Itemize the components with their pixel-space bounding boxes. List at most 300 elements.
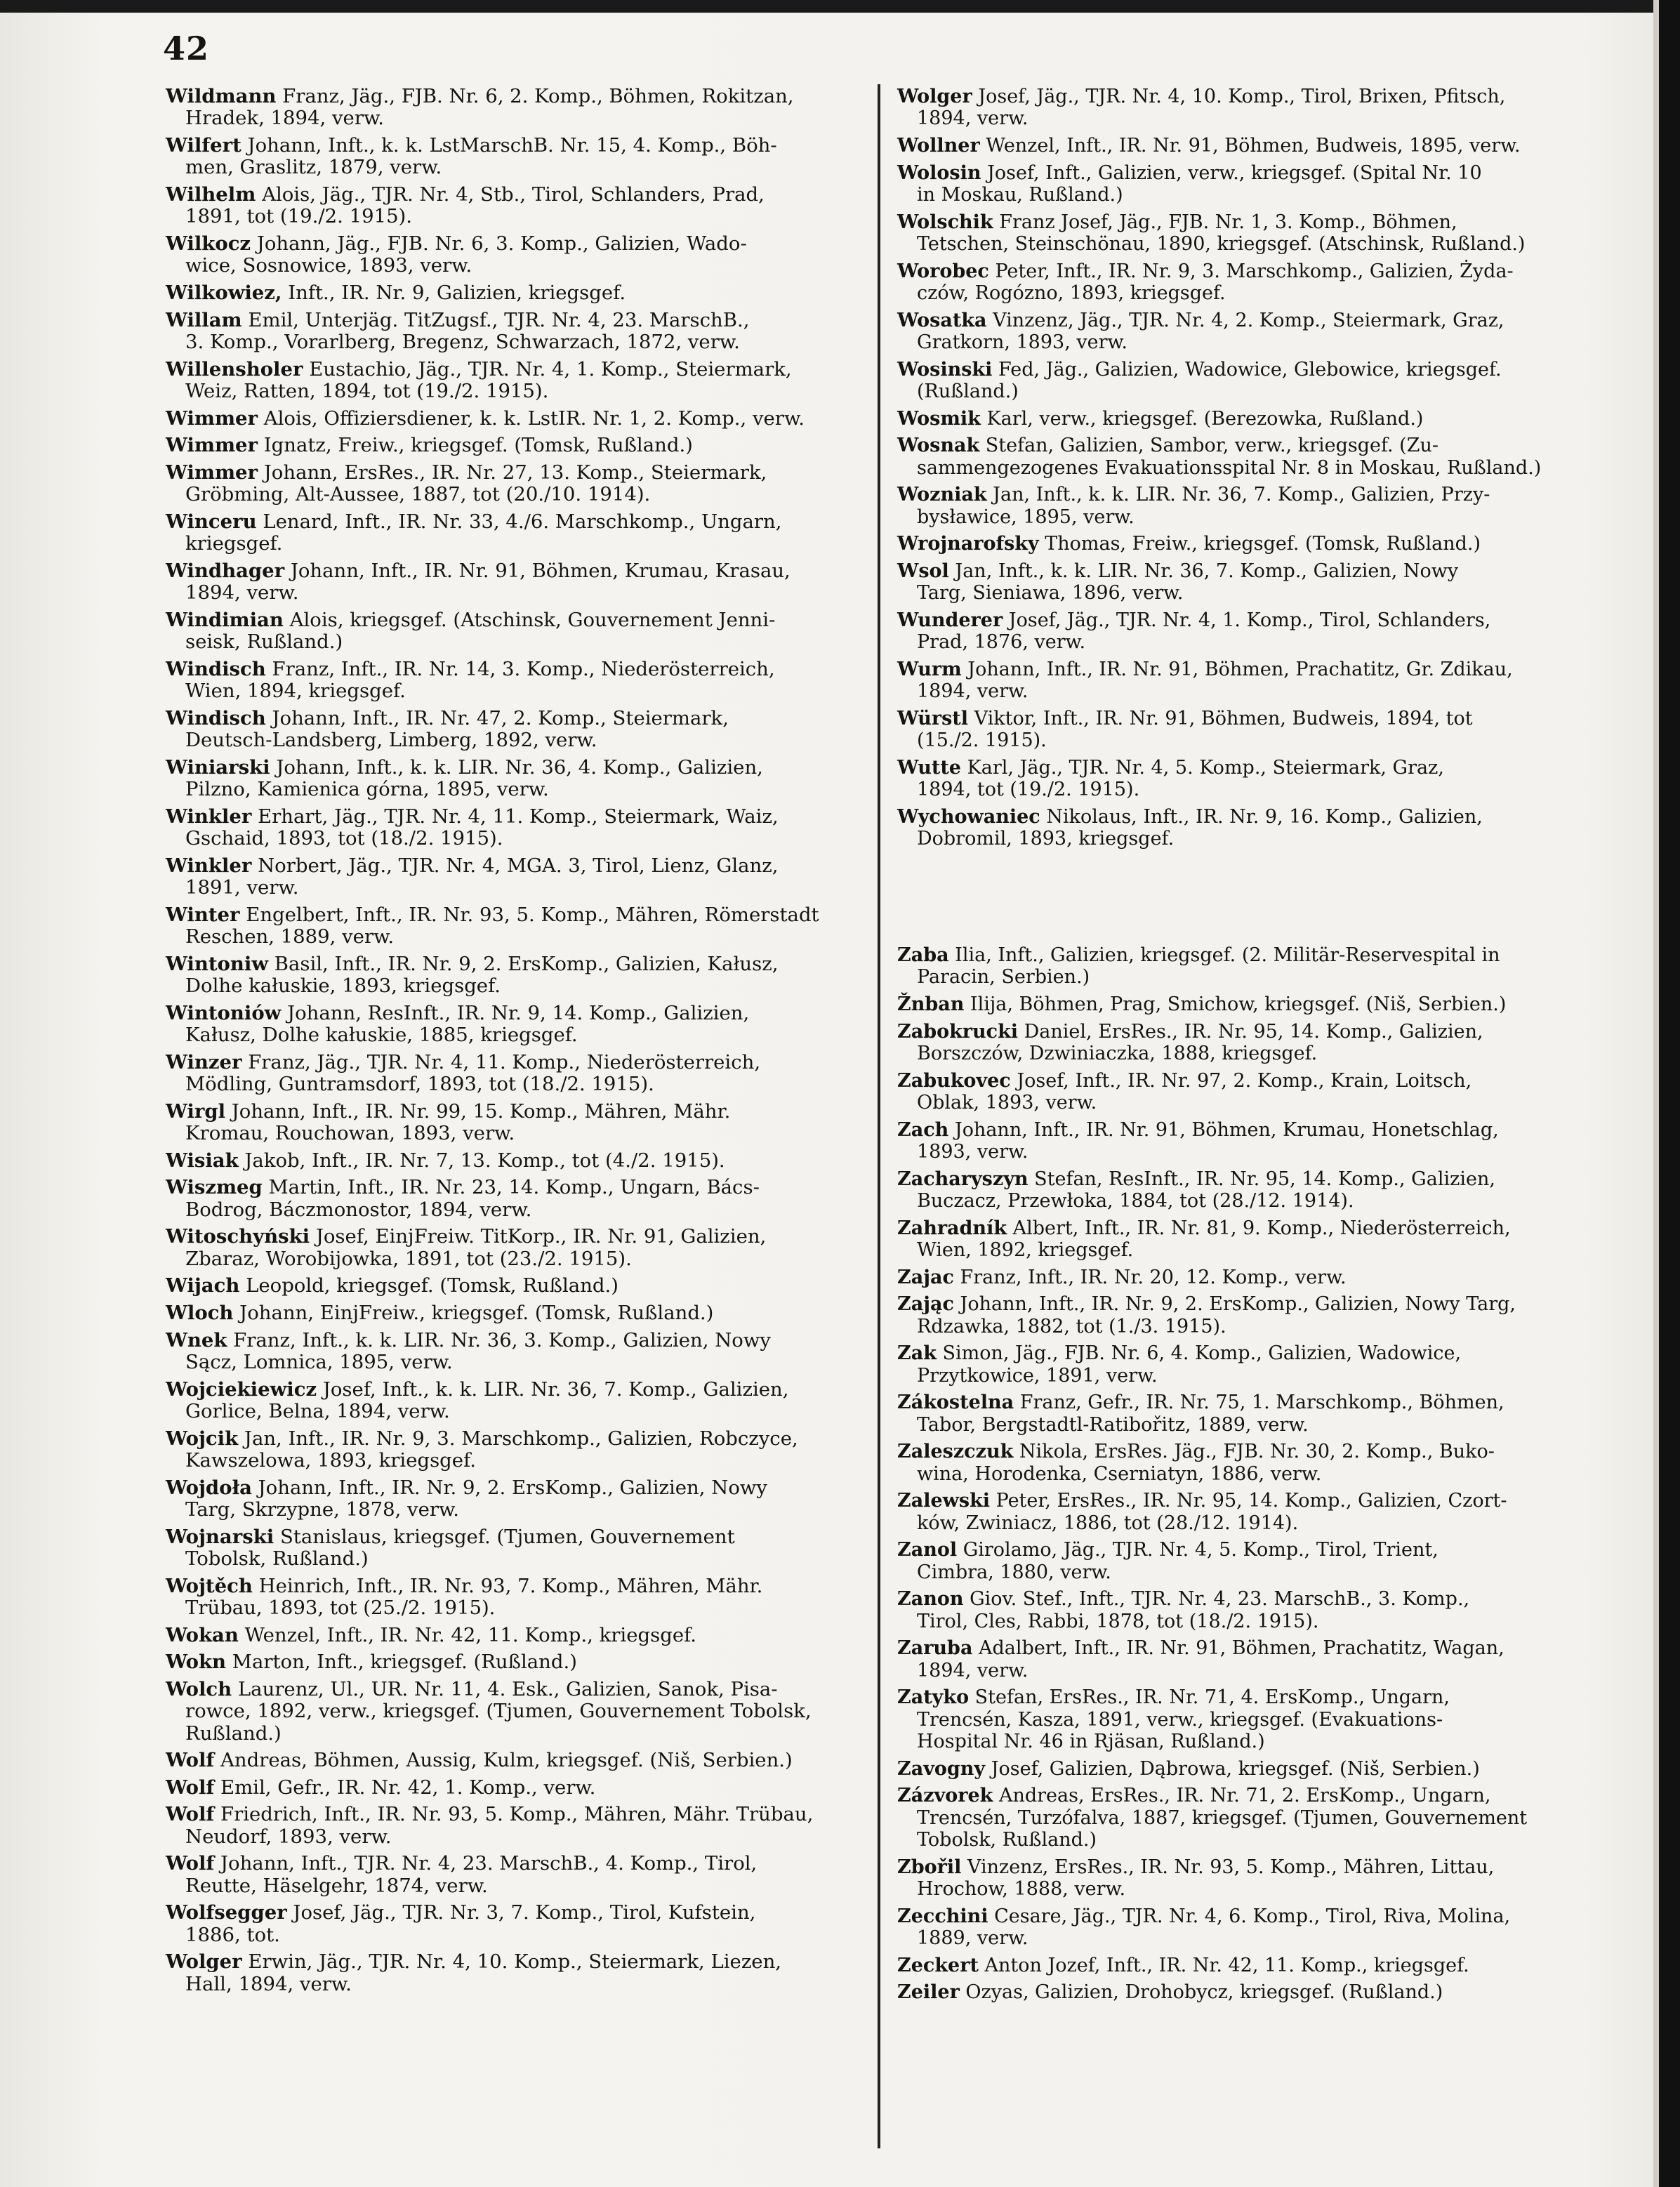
entry-first-line bbox=[166, 359, 861, 381]
entry-first-line bbox=[166, 1226, 861, 1248]
register-entry bbox=[166, 1777, 861, 1799]
register-entry bbox=[166, 184, 861, 228]
entry-first-line bbox=[897, 944, 1568, 966]
entry-first-line bbox=[166, 1101, 861, 1123]
entry-continuation-line bbox=[166, 1826, 861, 1848]
entry-text: Stefan, ErsRes., IR. Nr. 71, 4. ErsKomp., Ungarn, bbox=[969, 1686, 1450, 1709]
entry-surname: Wilfert bbox=[166, 134, 242, 157]
entry-continuation-line bbox=[166, 1499, 861, 1521]
entry-continuation-line bbox=[166, 631, 861, 653]
entry-first-line bbox=[897, 1168, 1568, 1190]
entry-surname: Zabokrucki bbox=[897, 1020, 1019, 1043]
register-entry bbox=[166, 1853, 861, 1897]
entry-text: Josef, Galizien, Dąbrowa, kriegsgef. (Niš, Serbien.) bbox=[985, 1757, 1480, 1780]
entry-first-line bbox=[166, 1379, 861, 1401]
entry-text: Fed, Jäg., Galizien, Wadowice, Glebowice, kriegsgef. bbox=[992, 358, 1502, 381]
entry-text: Franz, Jäg., FJB. Nr. 6, 2. Komp., Böhmen, Rokitzan, bbox=[276, 85, 794, 107]
entry-text: Inft., IR. Nr. 9, Galizien, kriegsgef. bbox=[282, 282, 626, 304]
entry-text: 1894, verw. bbox=[917, 107, 1028, 130]
entry-first-line bbox=[166, 1750, 861, 1771]
entry-surname: Wojciekiewicz bbox=[166, 1377, 317, 1401]
register-entry bbox=[897, 1342, 1568, 1387]
entry-surname: Zaruba bbox=[897, 1637, 973, 1660]
entry-text: Tabor, Bergstadtl-Ratibořitz, 1889, verw. bbox=[917, 1413, 1309, 1436]
entry-first-line bbox=[897, 757, 1568, 779]
register-entry bbox=[897, 484, 1568, 528]
entry-first-line bbox=[166, 1526, 861, 1548]
entry-first-line bbox=[166, 1575, 861, 1597]
register-entry bbox=[897, 708, 1568, 752]
register-entry bbox=[166, 1003, 861, 1047]
entry-first-line bbox=[897, 1217, 1568, 1239]
entry-text: Stefan, ResInft., IR. Nr. 95, 14. Komp., Galizien, bbox=[1028, 1168, 1495, 1190]
entry-text: Wien, 1894, kriegsgef. bbox=[185, 680, 406, 703]
register-entry bbox=[166, 511, 861, 555]
entry-text: Alois, Jäg., TJR. Nr. 4, Stb., Tirol, Schlanders, Prad, bbox=[256, 183, 765, 206]
entry-continuation-line bbox=[166, 975, 861, 997]
entry-surname: Winkler bbox=[166, 854, 252, 877]
entry-surname: Wilhelm bbox=[166, 183, 256, 206]
entry-text: Targ, Skrzypne, 1878, verw. bbox=[185, 1498, 460, 1521]
left-column bbox=[166, 86, 861, 2000]
entry-text: Josef, Inft., Galizien, verw., kriegsgef. (Spital Nr. 10 bbox=[981, 161, 1482, 184]
entry-first-line bbox=[166, 609, 861, 631]
entry-text: in Moskau, Rußland.) bbox=[917, 184, 1123, 206]
entry-text: Erhart, Jäg., TJR. Nr. 4, 11. Komp., Steiermark, Waiz, bbox=[251, 805, 779, 828]
entry-text: kriegsgef. bbox=[185, 532, 283, 555]
entry-continuation-line bbox=[166, 729, 861, 751]
entry-continuation-line bbox=[166, 157, 861, 178]
entry-text: Rdzawka, 1882, tot (1./3. 1915). bbox=[917, 1315, 1226, 1337]
entry-first-line bbox=[166, 511, 861, 533]
entry-continuation-line bbox=[897, 381, 1568, 402]
entry-first-line bbox=[166, 1275, 861, 1297]
entry-text: Hospital Nr. 46 in Rjäsan, Rußland.) bbox=[917, 1731, 1265, 1752]
entry-first-line bbox=[166, 1651, 861, 1673]
entry-continuation-line bbox=[166, 206, 861, 227]
entry-first-line bbox=[166, 1052, 861, 1073]
register-entry bbox=[166, 86, 861, 130]
entry-continuation-line bbox=[166, 877, 861, 899]
entry-text: Josef, Inft., IR. Nr. 97, 2. Komp., Krain, Loitsch, bbox=[1010, 1069, 1472, 1092]
entry-text: wina, Horodenka, Cserniatyn, 1886, verw. bbox=[917, 1462, 1322, 1485]
entry-text: Franz, Jäg., TJR. Nr. 4, 11. Komp., Niederösterreich, bbox=[242, 1050, 761, 1073]
entry-text: Tobolsk, Rußland.) bbox=[185, 1547, 369, 1570]
entry-surname: Wosnak bbox=[897, 435, 980, 457]
entry-first-line bbox=[166, 560, 861, 582]
entry-surname: Zając bbox=[897, 1293, 954, 1316]
entry-text: Targ, Sieniawa, 1896, verw. bbox=[917, 582, 1184, 604]
entry-surname: Wnek bbox=[166, 1328, 227, 1352]
entry-text: Gschaid, 1893, tot (18./2. 1915). bbox=[185, 827, 503, 850]
entry-text: Nikolaus, Inft., IR. Nr. 9, 16. Komp., Galizien, bbox=[1040, 805, 1483, 828]
entry-text: (Rußland.) bbox=[917, 381, 1019, 402]
entry-surname: Willam bbox=[166, 308, 242, 331]
register-entry bbox=[897, 1293, 1568, 1337]
entry-surname: Wildmann bbox=[166, 85, 277, 107]
entry-continuation-line bbox=[166, 1875, 861, 1897]
entry-continuation-line bbox=[166, 107, 861, 129]
entry-surname: Wimmer bbox=[166, 434, 258, 457]
entry-text: Emil, Unterjäg. TitZugsf., TJR. Nr. 4, 23. MarschB., bbox=[242, 308, 750, 331]
entry-text: Emil, Gefr., IR. Nr. 42, 1. Komp., verw. bbox=[214, 1776, 596, 1799]
register-entry bbox=[166, 953, 861, 998]
register-entry bbox=[897, 135, 1568, 157]
entry-surname: Winzer bbox=[166, 1050, 242, 1073]
register-entry bbox=[897, 993, 1568, 1015]
entry-surname: Zanon bbox=[897, 1588, 964, 1611]
register-entry bbox=[897, 1217, 1568, 1262]
entry-surname: Zabukovec bbox=[897, 1069, 1011, 1092]
entry-surname: Zeckert bbox=[897, 1954, 979, 1976]
entry-text: Andreas, Böhmen, Aussig, Kulm, kriegsgef. (Niš, Serbien.) bbox=[214, 1749, 793, 1772]
register-entry bbox=[166, 1477, 861, 1521]
entry-first-line bbox=[166, 806, 861, 828]
entry-surname: Wunderer bbox=[897, 609, 1003, 631]
entry-first-line bbox=[897, 435, 1568, 456]
entry-first-line bbox=[897, 1441, 1568, 1462]
entry-continuation-line bbox=[897, 1829, 1568, 1851]
entry-surname: Wirgl bbox=[166, 1099, 226, 1123]
entry-first-line bbox=[897, 408, 1568, 430]
entry-text: Josef, EinjFreiw. TitKorp., IR. Nr. 91, Galizien, bbox=[310, 1225, 767, 1248]
register-entry bbox=[166, 1275, 861, 1297]
entry-text: Alois, Offiziersdiener, k. k. LstIR. Nr. 1, 2. Komp., verw. bbox=[258, 407, 805, 430]
entry-text: Johann, ErsRes., IR. Nr. 27, 13. Komp., Steiermark, bbox=[258, 461, 767, 484]
entry-continuation-line bbox=[166, 1401, 861, 1422]
register-entry bbox=[897, 1392, 1568, 1436]
entry-first-line bbox=[166, 435, 861, 456]
entry-text: Leopold, kriegsgef. (Tomsk, Rußland.) bbox=[239, 1274, 619, 1297]
entry-first-line bbox=[897, 659, 1568, 680]
entry-surname: Wurm bbox=[897, 658, 962, 680]
entry-surname: Wolf bbox=[166, 1749, 215, 1772]
entry-continuation-line bbox=[166, 1597, 861, 1619]
entry-continuation-line bbox=[897, 1927, 1568, 1949]
entry-surname: Wozniak bbox=[897, 484, 987, 506]
entry-first-line bbox=[897, 1856, 1568, 1878]
entry-text: 1886, tot. bbox=[185, 1923, 280, 1946]
entry-text: Josef, Jäg., TJR. Nr. 4, 1. Komp., Tirol, Schlanders, bbox=[1003, 609, 1491, 631]
entry-text: Peter, ErsRes., IR. Nr. 95, 14. Komp., Galizien, Czort- bbox=[990, 1490, 1507, 1512]
entry-continuation-line bbox=[166, 1352, 861, 1373]
entry-text: Sącz, Lomnica, 1895, verw. bbox=[185, 1350, 453, 1373]
entry-text: Karl, Jäg., TJR. Nr. 4, 5. Komp., Steiermark, Graz, bbox=[960, 756, 1444, 779]
entry-text: Franz, Inft., IR. Nr. 14, 3. Komp., Niederösterreich, bbox=[265, 657, 775, 680]
entry-text: Girolamo, Jäg., TJR. Nr. 4, 5. Komp., Tirol, Trient, bbox=[957, 1539, 1438, 1561]
register-entry bbox=[166, 1101, 861, 1145]
entry-text: Johann, Inft., IR. Nr. 9, 2. ErsKomp., Galizien, Nowy Targ, bbox=[953, 1293, 1516, 1316]
entry-first-line bbox=[166, 233, 861, 255]
entry-surname: Wollner bbox=[897, 135, 980, 157]
entry-text: Vinzenz, ErsRes., IR. Nr. 93, 5. Komp., Mähren, Littau, bbox=[961, 1856, 1495, 1878]
entry-text: Alois, kriegsgef. (Atschinsk, Gouvernement Jenni- bbox=[283, 608, 776, 631]
entry-surname: Wloch bbox=[166, 1301, 234, 1324]
register-entry bbox=[897, 1168, 1568, 1213]
entry-first-line bbox=[166, 310, 861, 331]
entry-surname: Winter bbox=[166, 903, 240, 926]
entry-first-line bbox=[897, 1021, 1568, 1043]
entry-text: Hall, 1894, verw. bbox=[185, 1972, 352, 1995]
entry-surname: Winceru bbox=[166, 510, 257, 533]
entry-continuation-line bbox=[897, 680, 1568, 702]
scan-right-edge bbox=[1659, 0, 1680, 2187]
entry-first-line bbox=[166, 708, 861, 729]
entry-surname: Zeiler bbox=[897, 1981, 960, 2004]
register-entry bbox=[166, 1330, 861, 1374]
entry-text: Martin, Inft., IR. Nr. 23, 14. Komp., Ungarn, Bács- bbox=[262, 1176, 760, 1199]
entry-continuation-line bbox=[897, 1092, 1568, 1114]
entry-first-line bbox=[897, 135, 1568, 157]
register-entry bbox=[166, 904, 861, 949]
register-entry bbox=[897, 1267, 1568, 1288]
entry-first-line bbox=[897, 533, 1568, 555]
entry-first-line bbox=[897, 1070, 1568, 1092]
entry-text: Laurenz, Ul., UR. Nr. 11, 4. Esk., Galizien, Sanok, Pisa- bbox=[232, 1677, 778, 1700]
entry-first-line bbox=[897, 86, 1568, 107]
entry-surname: Worobec bbox=[897, 260, 989, 282]
entry-text: 1891, tot (19./2. 1915). bbox=[185, 205, 413, 228]
register-entry bbox=[897, 1070, 1568, 1114]
entry-text: Johann, Jäg., FJB. Nr. 6, 3. Komp., Galizien, Wado- bbox=[251, 232, 747, 255]
entry-text: Johann, EinjFreiw., kriegsgef. (Tomsk, Rußland.) bbox=[233, 1301, 714, 1324]
entry-first-line bbox=[897, 1539, 1568, 1561]
scan-right-margin bbox=[1653, 0, 1659, 2187]
entry-continuation-line bbox=[166, 1974, 861, 1995]
entry-first-line bbox=[166, 1003, 861, 1024]
entry-continuation-line bbox=[897, 1731, 1568, 1752]
entry-continuation-line bbox=[166, 779, 861, 800]
register-entry bbox=[166, 609, 861, 654]
entry-text: Friedrich, Inft., IR. Nr. 93, 5. Komp., Mähren, Mähr. Trübau, bbox=[214, 1803, 814, 1826]
entry-text: Tetschen, Steinschönau, 1890, kriegsgef. (Atschinsk, Rußland.) bbox=[917, 233, 1526, 255]
register-entry bbox=[897, 1785, 1568, 1851]
register-entry bbox=[897, 435, 1568, 479]
entry-text: Johann, Inft., IR. Nr. 91, Böhmen, Krumau, Honetschlag, bbox=[948, 1118, 1499, 1141]
entry-first-line bbox=[897, 1342, 1568, 1364]
entry-text: Prad, 1876, verw. bbox=[917, 631, 1086, 654]
register-entry bbox=[166, 1804, 861, 1848]
entry-continuation-line bbox=[897, 457, 1568, 479]
entry-text: Kromau, Rouchowan, 1893, verw. bbox=[185, 1122, 515, 1145]
entry-text: 1894, verw. bbox=[917, 1659, 1028, 1681]
register-entry bbox=[897, 1637, 1568, 1681]
entry-continuation-line bbox=[166, 1924, 861, 1946]
entry-surname: Witoschyński bbox=[166, 1225, 310, 1248]
right-column bbox=[897, 86, 1568, 855]
entry-text: Eustachio, Jäg., TJR. Nr. 4, 1. Komp., Steiermark, bbox=[303, 357, 792, 381]
register-entry bbox=[897, 211, 1568, 256]
register-entry bbox=[166, 310, 861, 354]
entry-text: Gorlice, Belna, 1894, verw. bbox=[185, 1399, 450, 1422]
entry-text: Jakob, Inft., IR. Nr. 7, 13. Komp., tot (4./2. 1915). bbox=[238, 1149, 725, 1172]
entry-text: Anton Jozef, Inft., IR. Nr. 42, 11. Komp., kriegsgef. bbox=[978, 1954, 1469, 1976]
entry-text: Giov. Stef., Inft., TJR. Nr. 4, 23. MarschB., 3. Komp., bbox=[963, 1588, 1470, 1611]
entry-text: Jan, Inft., IR. Nr. 9, 3. Marschkomp., Galizien, Robczyce, bbox=[238, 1427, 798, 1450]
entry-continuation-line bbox=[166, 1024, 861, 1046]
entry-continuation-line bbox=[897, 631, 1568, 653]
entry-text: Weiz, Ratten, 1894, tot (19./2. 1915). bbox=[185, 380, 549, 402]
entry-continuation-line bbox=[897, 282, 1568, 304]
entry-first-line bbox=[166, 462, 861, 484]
entry-text: Reutte, Häselgehr, 1874, verw. bbox=[185, 1874, 488, 1897]
entry-first-line bbox=[897, 1293, 1568, 1315]
entry-text: Simon, Jäg., FJB. Nr. 6, 4. Komp., Galizien, Wadowice, bbox=[936, 1342, 1462, 1365]
entry-continuation-line bbox=[166, 255, 861, 277]
entry-continuation-line bbox=[897, 1561, 1568, 1583]
entry-text: Marton, Inft., kriegsgef. (Rußland.) bbox=[226, 1651, 577, 1674]
entry-continuation-line bbox=[166, 1723, 861, 1745]
entry-continuation-line bbox=[897, 1365, 1568, 1387]
entry-first-line bbox=[897, 1955, 1568, 1976]
register-entry bbox=[897, 1441, 1568, 1485]
entry-surname: Wosatka bbox=[897, 309, 987, 331]
entry-surname: Zbořil bbox=[897, 1856, 962, 1878]
entry-text: Johann, Inft., k. k. LstMarschB. Nr. 15, 4. Komp., Böh- bbox=[241, 134, 777, 157]
register-entry bbox=[166, 1902, 861, 1946]
entry-surname: Zahradník bbox=[897, 1217, 1007, 1239]
entry-text: 1893, verw. bbox=[917, 1141, 1028, 1163]
entry-text: 1889, verw. bbox=[917, 1927, 1028, 1949]
entry-continuation-line bbox=[897, 1807, 1568, 1829]
entry-continuation-line bbox=[166, 533, 861, 555]
entry-surname: Wojdoła bbox=[166, 1476, 252, 1499]
register-entry bbox=[166, 1951, 861, 1995]
register-entry bbox=[166, 1379, 861, 1423]
entry-surname: Žnban bbox=[897, 993, 965, 1015]
entry-first-line bbox=[166, 1477, 861, 1499]
entry-first-line bbox=[166, 953, 861, 975]
entry-text: Johann, Inft., IR. Nr. 91, Böhmen, Prachatitz, Gr. Zdikau, bbox=[961, 658, 1513, 680]
entry-text: Franz Josef, Jäg., FJB. Nr. 1, 3. Komp., Böhmen, bbox=[993, 211, 1457, 233]
entry-text: Peter, Inft., IR. Nr. 9, 3. Marschkomp., Galizien, Żyda- bbox=[988, 260, 1514, 282]
right-column-z-entries bbox=[897, 944, 1568, 2009]
register-entry bbox=[166, 408, 861, 430]
entry-first-line bbox=[166, 184, 861, 206]
entry-surname: Winkler bbox=[166, 805, 252, 828]
entry-first-line bbox=[166, 1804, 861, 1825]
entry-continuation-line bbox=[897, 1190, 1568, 1212]
entry-first-line bbox=[166, 1853, 861, 1875]
entry-text: Reschen, 1889, verw. bbox=[185, 925, 395, 949]
entry-surname: Wsol bbox=[897, 560, 949, 582]
entry-continuation-line bbox=[166, 1548, 861, 1570]
entry-surname: Wosmik bbox=[897, 407, 981, 430]
entry-first-line bbox=[166, 1428, 861, 1450]
register-entry bbox=[897, 944, 1568, 989]
entry-text: Hradek, 1894, verw. bbox=[185, 107, 384, 130]
entry-text: Johann, Inft., IR. Nr. 99, 15. Komp., Mähren, Mähr. bbox=[225, 1099, 731, 1123]
entry-first-line bbox=[897, 310, 1568, 331]
entry-first-line bbox=[897, 1588, 1568, 1610]
entry-first-line bbox=[166, 1951, 861, 1973]
entry-continuation-line bbox=[166, 828, 861, 850]
entry-surname: Wijach bbox=[166, 1274, 240, 1297]
entry-continuation-line bbox=[897, 966, 1568, 988]
register-entry bbox=[897, 1905, 1568, 1950]
entry-text: Wien, 1892, kriegsgef. bbox=[917, 1239, 1134, 1261]
entry-text: 3. Komp., Vorarlberg, Bregenz, Schwarzach, 1872, verw. bbox=[185, 331, 740, 353]
entry-first-line bbox=[166, 1777, 861, 1799]
entry-text: seisk, Rußland.) bbox=[185, 630, 343, 654]
entry-text: Zbaraz, Worobijowka, 1891, tot (23./2. 1915). bbox=[185, 1247, 632, 1270]
register-entry bbox=[166, 1428, 861, 1472]
register-entry bbox=[897, 260, 1568, 305]
entry-text: Ilija, Böhmen, Prag, Smichow, kriegsgef. (Niš, Serbien.) bbox=[964, 993, 1507, 1015]
register-entry bbox=[897, 533, 1568, 555]
entry-text: Jan, Inft., k. k. LIR. Nr. 36, 7. Komp., Galizien, Nowy bbox=[948, 560, 1459, 582]
entry-text: Gröbming, Alt-Aussee, 1887, tot (20./10. 1914). bbox=[185, 483, 651, 506]
entry-first-line bbox=[166, 1150, 861, 1172]
register-entry bbox=[166, 462, 861, 506]
entry-text: Basil, Inft., IR. Nr. 9, 2. ErsKomp., Galizien, Kałusz, bbox=[268, 952, 779, 975]
entry-surname: Wokn bbox=[166, 1651, 227, 1674]
entry-surname: Wolch bbox=[166, 1677, 232, 1700]
entry-text: Norbert, Jäg., TJR. Nr. 4, MGA. 3, Tirol, Lienz, Glanz, bbox=[251, 854, 779, 877]
entry-continuation-line bbox=[897, 1141, 1568, 1163]
entry-text: Dolhe kałuskie, 1893, kriegsgef. bbox=[185, 974, 501, 998]
register-entry bbox=[166, 1679, 861, 1745]
entry-continuation-line bbox=[897, 828, 1568, 850]
entry-continuation-line bbox=[166, 1248, 861, 1270]
entry-text: Josef, Jäg., TJR. Nr. 4, 10. Komp., Tirol, Brixen, Pfitsch, bbox=[972, 86, 1506, 107]
entry-continuation-line bbox=[166, 926, 861, 948]
entry-surname: Zaba bbox=[897, 944, 949, 966]
entry-text: Trübau, 1893, tot (25./2. 1915). bbox=[185, 1596, 496, 1619]
register-entry bbox=[166, 1750, 861, 1771]
entry-text: ków, Zwiniacz, 1886, tot (28./12. 1914). bbox=[917, 1512, 1299, 1534]
entry-first-line bbox=[897, 560, 1568, 582]
entry-surname: Wojnarski bbox=[166, 1525, 275, 1548]
entry-text: Franz, Inft., k. k. LIR. Nr. 36, 3. Komp., Galizien, Nowy bbox=[227, 1328, 771, 1352]
entry-surname: Zaleszczuk bbox=[897, 1441, 1014, 1463]
entry-text: Mödling, Guntramsdorf, 1893, tot (18./2. 1915). bbox=[185, 1073, 654, 1096]
entry-first-line bbox=[897, 806, 1568, 828]
entry-surname: Wychowaniec bbox=[897, 805, 1040, 828]
entry-text: Daniel, ErsRes., IR. Nr. 95, 14. Komp., Galizien, bbox=[1018, 1020, 1483, 1043]
entry-text: Wenzel, Inft., IR. Nr. 91, Böhmen, Budweis, 1895, verw. bbox=[979, 135, 1521, 157]
entry-continuation-line bbox=[166, 1450, 861, 1472]
register-entry bbox=[897, 86, 1568, 130]
register-entry bbox=[897, 757, 1568, 801]
entry-continuation-line bbox=[166, 582, 861, 604]
entry-first-line bbox=[166, 904, 861, 926]
register-entry bbox=[897, 1758, 1568, 1780]
entry-first-line bbox=[897, 162, 1568, 184]
entry-text: Johann, Inft., IR. Nr. 47, 2. Komp., Steiermark, bbox=[265, 706, 729, 729]
entry-text: Neudorf, 1893, verw. bbox=[185, 1825, 392, 1848]
entry-surname: Wokan bbox=[166, 1623, 239, 1646]
entry-first-line bbox=[897, 1905, 1568, 1927]
page-number: 42 bbox=[163, 29, 210, 67]
entry-text: Rußland.) bbox=[185, 1722, 282, 1745]
entry-surname: Wolosin bbox=[897, 161, 981, 184]
register-entry bbox=[166, 855, 861, 899]
register-entry bbox=[166, 1302, 861, 1324]
entry-text: Stanislaus, kriegsgef. (Tjumen, Gouvernement bbox=[274, 1525, 735, 1548]
register-entry bbox=[166, 1526, 861, 1571]
entry-text: Adalbert, Inft., IR. Nr. 91, Böhmen, Prachatitz, Wagan, bbox=[972, 1637, 1504, 1660]
register-entry bbox=[166, 1575, 861, 1620]
entry-surname: Wolfsegger bbox=[166, 1901, 287, 1924]
register-entry bbox=[166, 1625, 861, 1646]
entry-text: Tirol, Cles, Rabbi, 1878, tot (18./2. 1915). bbox=[917, 1610, 1319, 1632]
entry-text: Trencsén, Kasza, 1891, verw., kriegsgef. (Evakuations- bbox=[917, 1708, 1443, 1731]
entry-surname: Zajac bbox=[897, 1266, 954, 1288]
entry-continuation-line bbox=[166, 381, 861, 402]
entry-surname: Wolschik bbox=[897, 211, 993, 233]
entry-text: Johann, Inft., IR. Nr. 91, Böhmen, Krumau, Krasau, bbox=[284, 559, 791, 582]
